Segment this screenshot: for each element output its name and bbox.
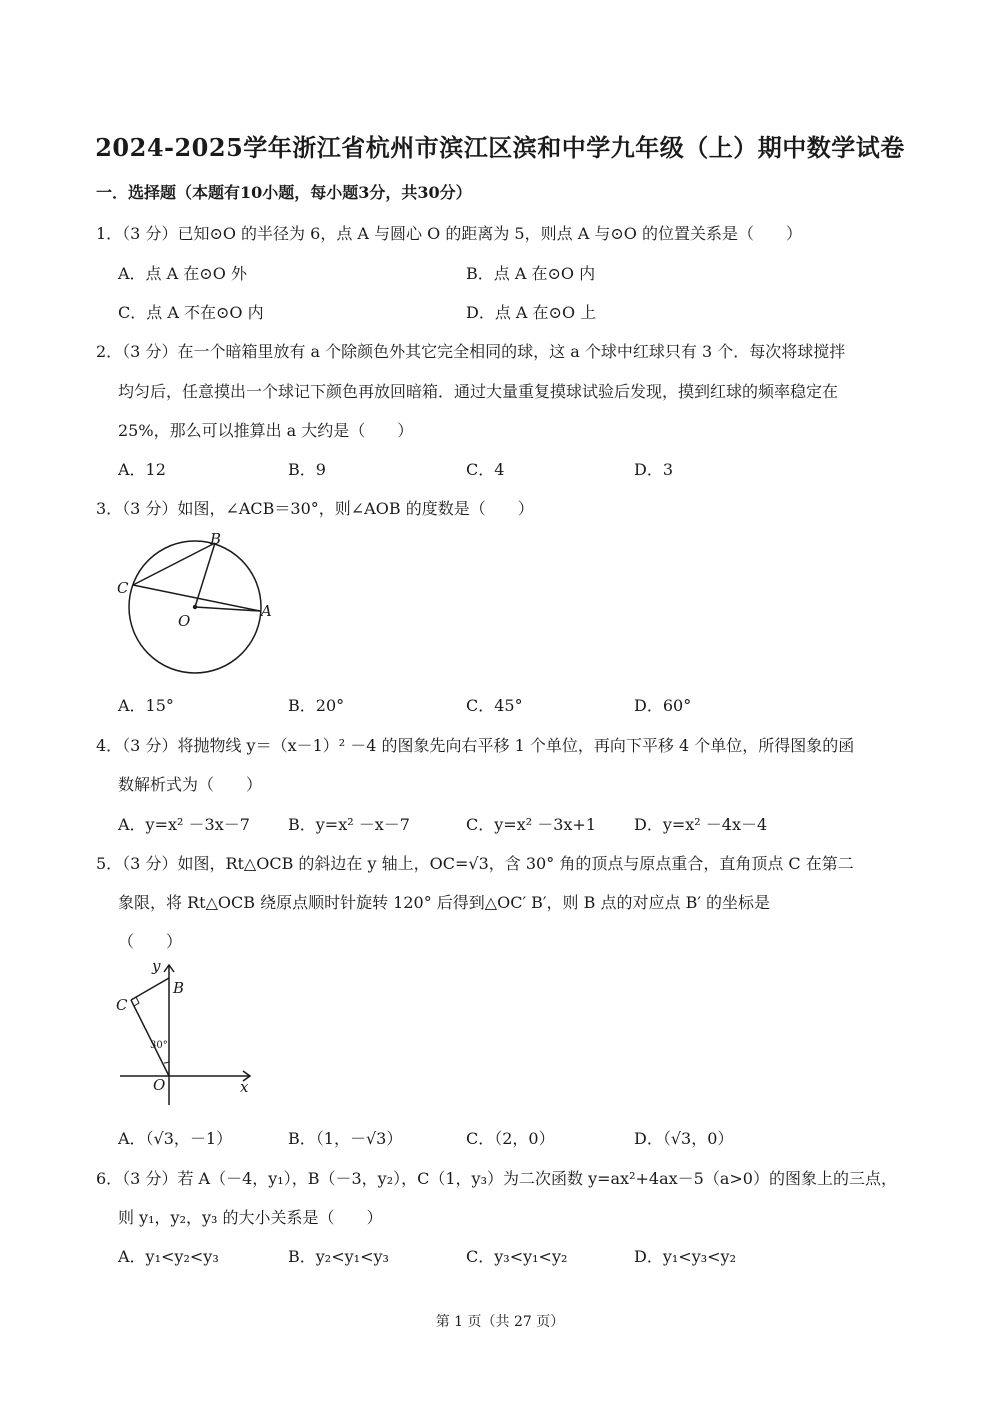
q6-option-b: B．y₂<y₁<y₃ xyxy=(288,1247,389,1266)
q5-option-c: C．（2，0） xyxy=(466,1129,555,1148)
q3-label-a: A xyxy=(261,602,272,620)
q2-stem-line1: 2．（3 分）在一个暗箱里放有 a 个除颜色外其它完全相同的球，这 a 个球中红球只有 3 个．每次将球搅拌 xyxy=(96,342,846,361)
q3-option-b: B．20° xyxy=(288,696,345,715)
q5-stem-line1: 5．（3 分）如图，Rt△OCB 的斜边在 y 轴上，OC=√3，含 30° 角的顶点与原点重合，直角顶点 C 在第二 xyxy=(96,854,854,873)
q3-label-o: O xyxy=(178,612,191,630)
q1-option-c: C．点 A 不在⊙O 内 xyxy=(118,303,264,322)
q2-option-b: B．9 xyxy=(288,460,326,479)
q3-label-b: B xyxy=(210,530,222,548)
q5-segment-cb xyxy=(131,978,169,1000)
q1-option-a: A．点 A 在⊙O 外 xyxy=(118,264,247,283)
q3-label-c: C xyxy=(117,579,129,597)
q3-stem: 3．（3 分）如图，∠ACB＝30°，则∠AOB 的度数是（ ） xyxy=(96,499,534,518)
q5-stem-line2: 象限，将 Rt△OCB 绕原点顺时针旋转 120° 后得到△OC′ B′，则 B 点的对应点 B′ 的坐标是 xyxy=(118,893,771,912)
q2-stem-line2: 均匀后，任意摸出一个球记下颜色再放回暗箱．通过大量重复摸球试验后发现，摸到红球的频率稳定在 xyxy=(118,382,839,401)
q1-option-d: D．点 A 在⊙O 上 xyxy=(466,303,597,322)
q2-option-c: C．4 xyxy=(466,460,505,479)
q2-stem-line3: 25%，那么可以推算出 a 大约是（ ） xyxy=(118,421,414,440)
q5-label-angle: 30° xyxy=(150,1040,168,1051)
q6-option-c: C．y₃<y₁<y₂ xyxy=(466,1247,568,1266)
q4-option-d: D．y=x² －4x－4 xyxy=(634,815,768,834)
q6-stem-line2: 则 y₁，y₂，y₃ 的大小关系是（ ） xyxy=(118,1208,383,1227)
q5-stem-line3: （ ） xyxy=(118,932,183,951)
q5-segment-co xyxy=(131,1000,169,1076)
q5-option-d: D．（√3，0） xyxy=(634,1129,734,1148)
q5-label-x: x xyxy=(240,1078,249,1096)
q3-center-dot xyxy=(193,605,197,609)
q4-stem-line1: 4．（3 分）将抛物线 y＝（x－1）² －4 的图象先向右平移 1 个单位，再向下平移 4 个单位，所得图象的函 xyxy=(96,736,855,755)
q4-option-b: B．y=x² －x－7 xyxy=(288,815,410,834)
q6-stem-line1: 6．（3 分）若 A（－4，y₁），B（－3，y₂），C（1，y₃）为二次函数 y=ax²+4ax－5（a>0）的图象上的三点， xyxy=(96,1169,897,1188)
q3-circle-figure xyxy=(110,528,280,678)
page-title: 2024-2025学年浙江省杭州市滨江区滨和中学九年级（上）期中数学试卷 xyxy=(95,133,905,162)
q2-option-a: A．12 xyxy=(118,460,166,479)
q3-option-d: D．60° xyxy=(634,696,692,715)
q5-option-a: A．（√3，－1） xyxy=(118,1129,233,1148)
q5-label-y: y xyxy=(152,957,161,975)
q3-segment-ob xyxy=(195,543,215,607)
q2-option-d: D．3 xyxy=(634,460,674,479)
page-footer: 第 1 页（共 27 页） xyxy=(435,1314,565,1330)
q5-label-o: O xyxy=(153,1076,166,1094)
q3-option-c: C．45° xyxy=(466,696,523,715)
q4-option-a: A．y=x² －3x－7 xyxy=(118,815,250,834)
q5-label-b: B xyxy=(173,979,185,997)
q5-option-b: B．（1，－√3） xyxy=(288,1129,403,1148)
q4-option-c: C．y=x² －3x+1 xyxy=(466,815,597,834)
q4-stem-line2: 数解析式为（ ） xyxy=(118,775,263,794)
q6-option-a: A．y₁<y₂<y₃ xyxy=(118,1247,219,1266)
q1-option-b: B．点 A 在⊙O 内 xyxy=(466,264,596,283)
q5-triangle-figure xyxy=(110,955,260,1110)
section-heading: 一．选择题（本题有10小题，每小题3分，共30分） xyxy=(96,183,472,202)
q5-label-c: C xyxy=(116,996,128,1014)
q3-option-a: A．15° xyxy=(118,696,174,715)
q1-stem: 1．（3 分）已知⊙O 的半径为 6，点 A 与圆心 O 的距离为 5，则点 A 与⊙O 的位置关系是（ ） xyxy=(96,224,802,243)
q6-option-d: D．y₁<y₃<y₂ xyxy=(634,1247,737,1266)
